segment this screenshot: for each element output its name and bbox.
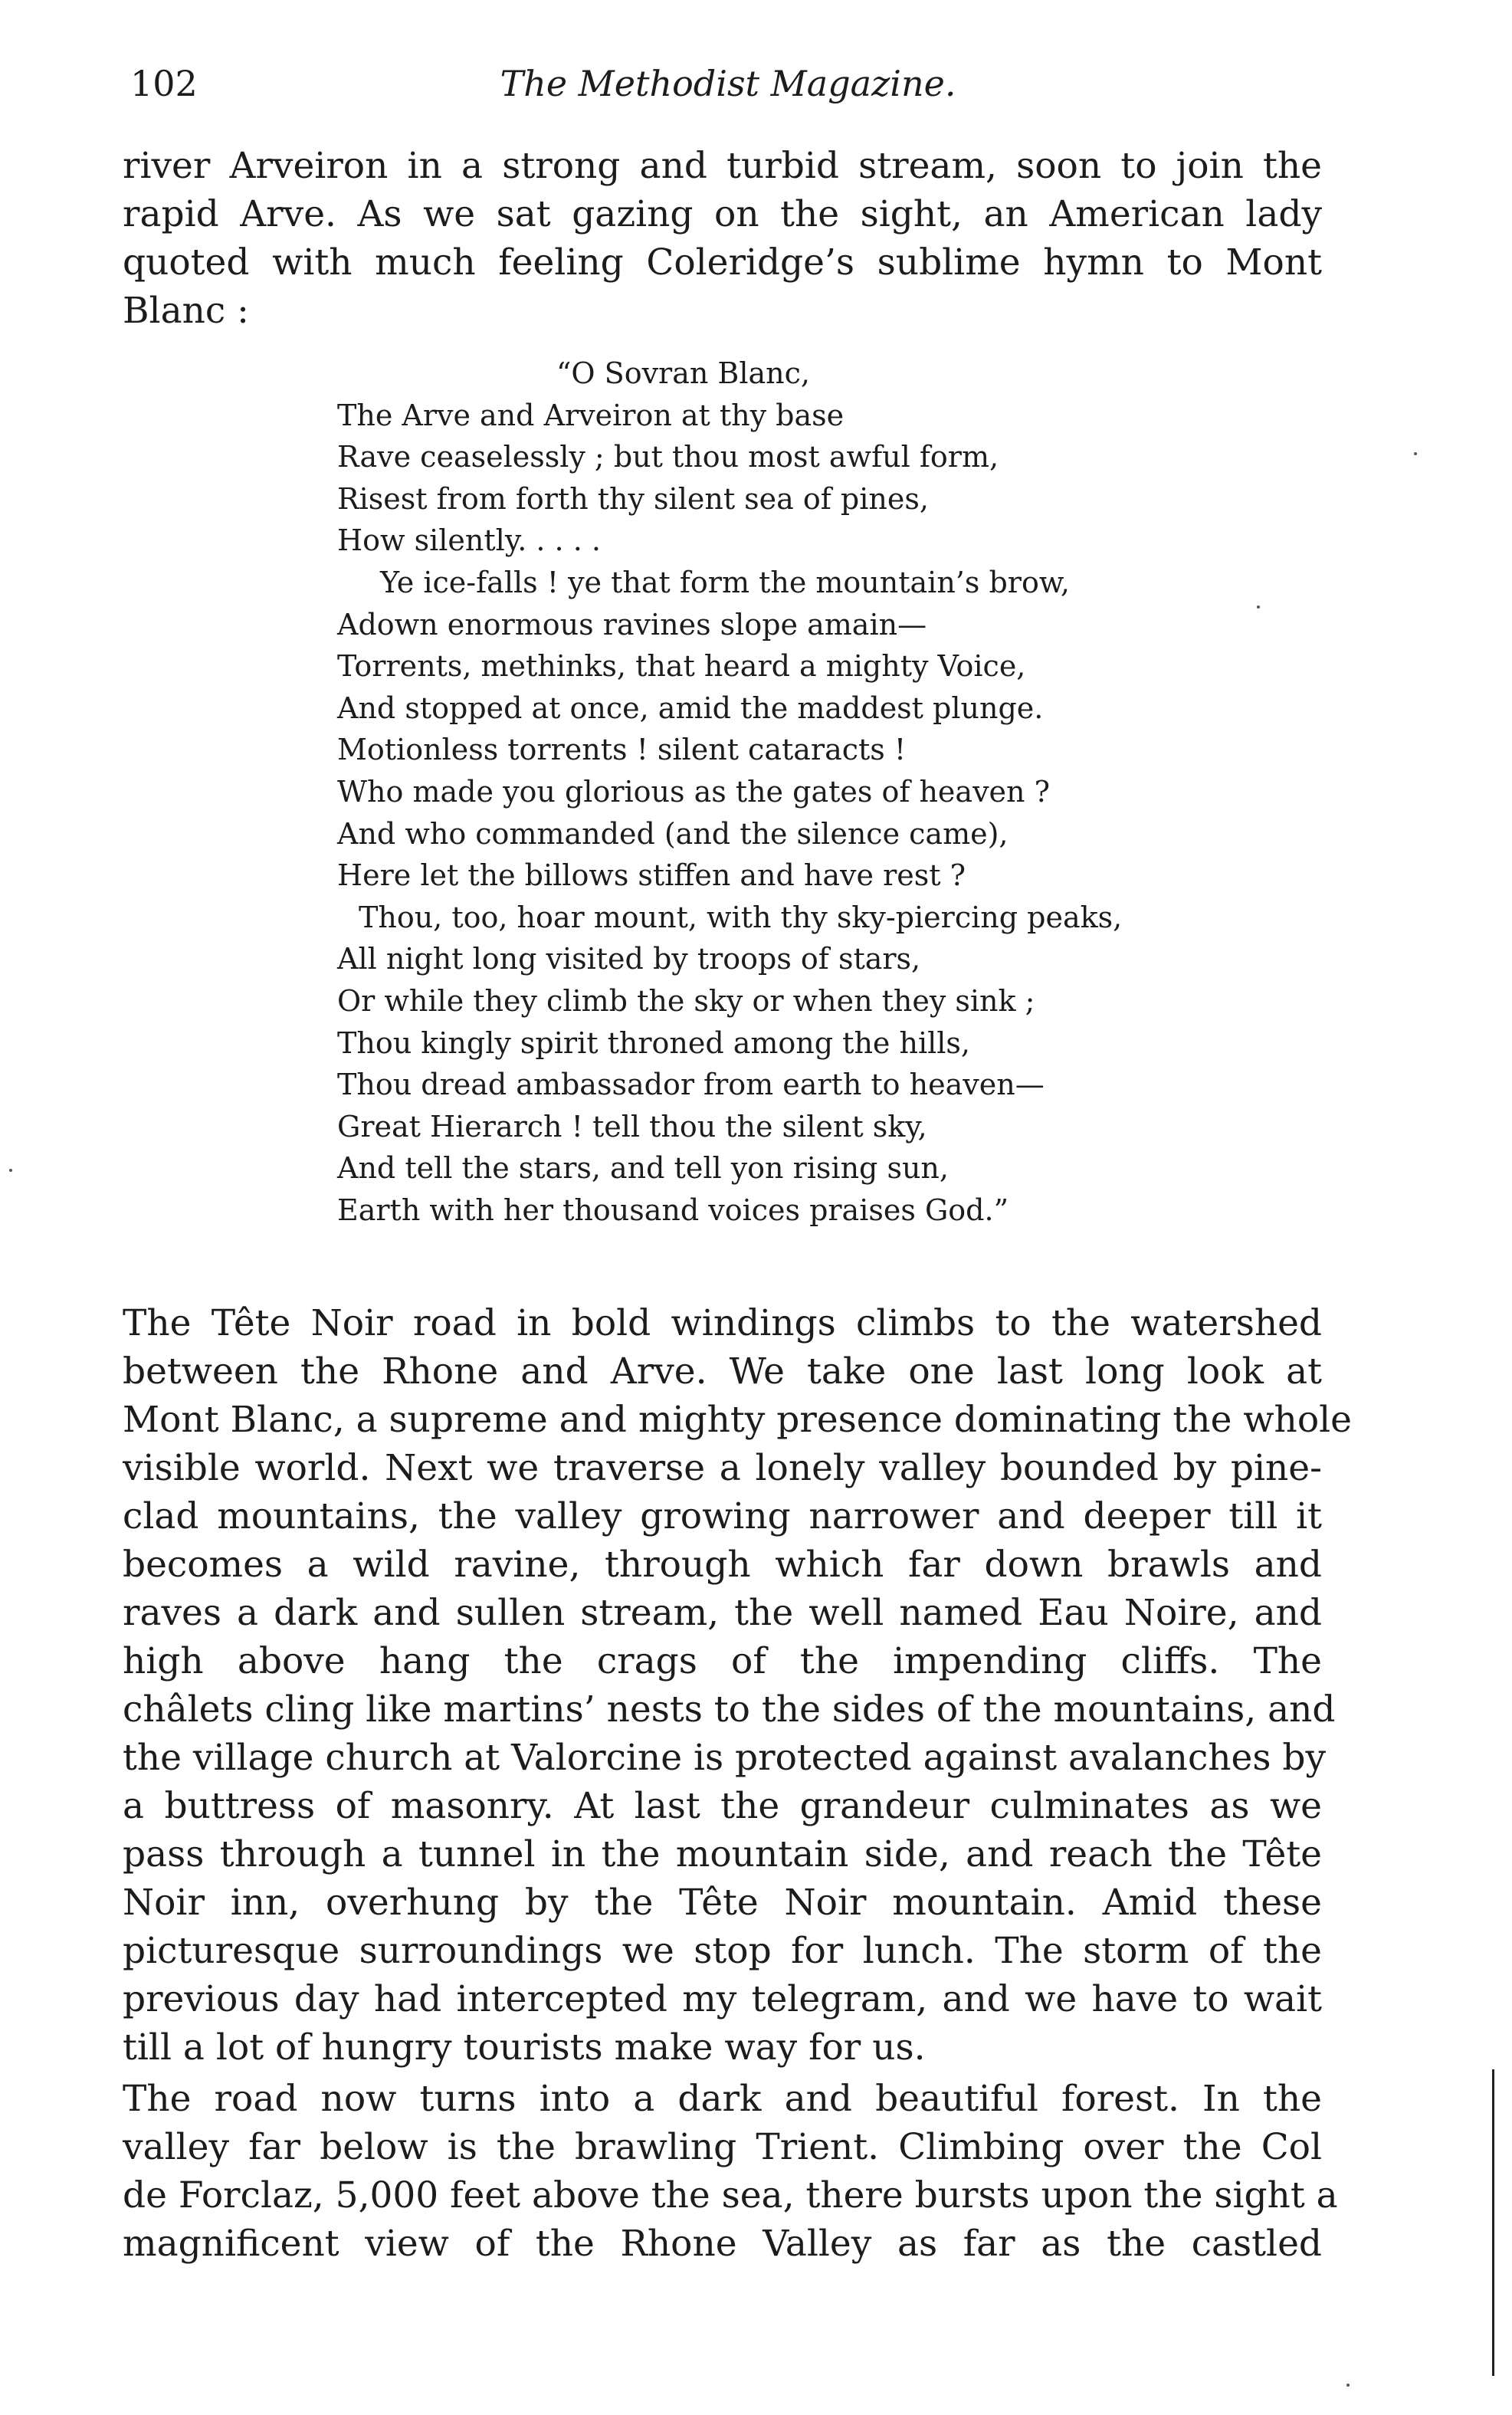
scan-speck — [1414, 452, 1417, 455]
text-line: picturesque surroundings we stop for lunch. The storm of the — [123, 1930, 1322, 1972]
text-line: Mont Blanc, a supreme and mighty presence dominating the whole — [123, 1399, 1352, 1441]
poem-line: Here let the billows stiffen and have rest ? — [337, 858, 966, 893]
text-line: becomes a wild ravine, through which far down brawls and — [123, 1544, 1322, 1586]
text-line: magnificent view of the Rhone Valley as far as the castled — [123, 2223, 1322, 2265]
poem-line: Earth with her thousand voices praises God.” — [337, 1193, 1009, 1227]
text-line: clad mountains, the valley growing narrower and deeper till it — [123, 1495, 1322, 1537]
text-line: The road now turns into a dark and beautiful forest. In the — [123, 2078, 1322, 2120]
poem-line: How silently. . . . . — [337, 523, 601, 558]
text-line: Blanc : — [123, 290, 249, 332]
intro-paragraph — [123, 142, 1322, 335]
poem-line: Torrents, methinks, that heard a mighty Voice, — [337, 649, 1026, 684]
text-line: valley far below is the brawling Trient. Climbing over the Col — [123, 2126, 1322, 2168]
scan-edge-shadow — [1492, 2069, 1494, 2376]
poem-line: Ye ice-falls ! ye that form the mountain’s brow, — [380, 565, 1070, 599]
poem-line: Adown enormous ravines slope amain— — [337, 607, 927, 641]
poem-line: Thou kingly spirit throned among the hills, — [337, 1025, 970, 1060]
poem-quotation — [337, 353, 1303, 1231]
poem-line: And who commanded (and the silence came), — [337, 816, 1009, 851]
text-line: the village church at Valorcine is protected against avalanches by — [123, 1737, 1327, 1779]
poem-line: Thou, too, hoar mount, with thy sky-piercing peaks, — [359, 900, 1123, 934]
poem-line: Risest from forth thy silent sea of pines, — [337, 481, 929, 516]
text-line: between the Rhone and Arve. We take one last long look at — [123, 1350, 1322, 1393]
text-line: visible world. Next we traverse a lonely valley bounded by pine- — [123, 1447, 1322, 1489]
scan-speck — [1257, 605, 1260, 609]
body-paragraph-tete-noir — [123, 1299, 1352, 2072]
text-line: châlets cling like martins’ nests to the sides of the mountains, and — [123, 1688, 1336, 1731]
text-line: pass through a tunnel in the mountain side, and reach the Tête — [123, 1833, 1322, 1875]
poem-line: And tell the stars, and tell yon rising sun, — [337, 1151, 949, 1186]
text-line: a buttress of masonry. At last the grandeur culminates as we — [123, 1785, 1322, 1827]
text-line: till a lot of hungry tourists make way for us. — [123, 2026, 926, 2069]
poem-line: Who made you glorious as the gates of heaven ? — [337, 774, 1050, 809]
poem-line: Rave ceaselessly ; but thou most awful form, — [337, 440, 999, 474]
text-line: quoted with much feeling Coleridge’s sublime hymn to Mont — [123, 241, 1322, 284]
scan-speck — [1346, 2384, 1350, 2387]
text-line: raves a dark and sullen stream, the well named Eau Noire, and — [123, 1592, 1322, 1634]
poem-line: Thou dread ambassador from earth to heaven— — [337, 1068, 1045, 1102]
poem-line: Great Hierarch ! tell thou the silent sky, — [337, 1109, 927, 1144]
page-header — [130, 63, 1326, 124]
text-line: river Arveiron in a strong and turbid stream, soon to join the — [123, 145, 1322, 187]
poem-line: The Arve and Arveiron at thy base — [337, 398, 845, 432]
text-line: de Forclaz, 5,000 feet above the sea, there bursts upon the sight a — [123, 2174, 1338, 2216]
poem-line: All night long visited by troops of stars, — [337, 942, 921, 976]
poem-line: Motionless torrents ! silent cataracts ! — [337, 733, 907, 767]
text-line: rapid Arve. As we sat gazing on the sight, an American lady — [123, 193, 1322, 235]
scan-speck — [9, 1169, 12, 1172]
running-title: The Methodist Magazine. — [500, 63, 956, 104]
poem-line: “O Sovran Blanc, — [556, 356, 810, 390]
body-paragraph-forest-road — [123, 2075, 1338, 2268]
poem-line: And stopped at once, amid the maddest plunge. — [337, 691, 1044, 725]
text-line: Noir inn, overhung by the Tête Noir mountain. Amid these — [123, 1882, 1322, 1924]
page-number: 102 — [130, 63, 198, 104]
text-line: previous day had intercepted my telegram, and we have to wait — [123, 1978, 1322, 2020]
text-line: high above hang the crags of the impending cliffs. The — [123, 1640, 1322, 1682]
text-line: The Tête Noir road in bold windings climbs to the watershed — [123, 1302, 1322, 1344]
poem-line: Or while they climb the sky or when they sink ; — [337, 983, 1035, 1018]
